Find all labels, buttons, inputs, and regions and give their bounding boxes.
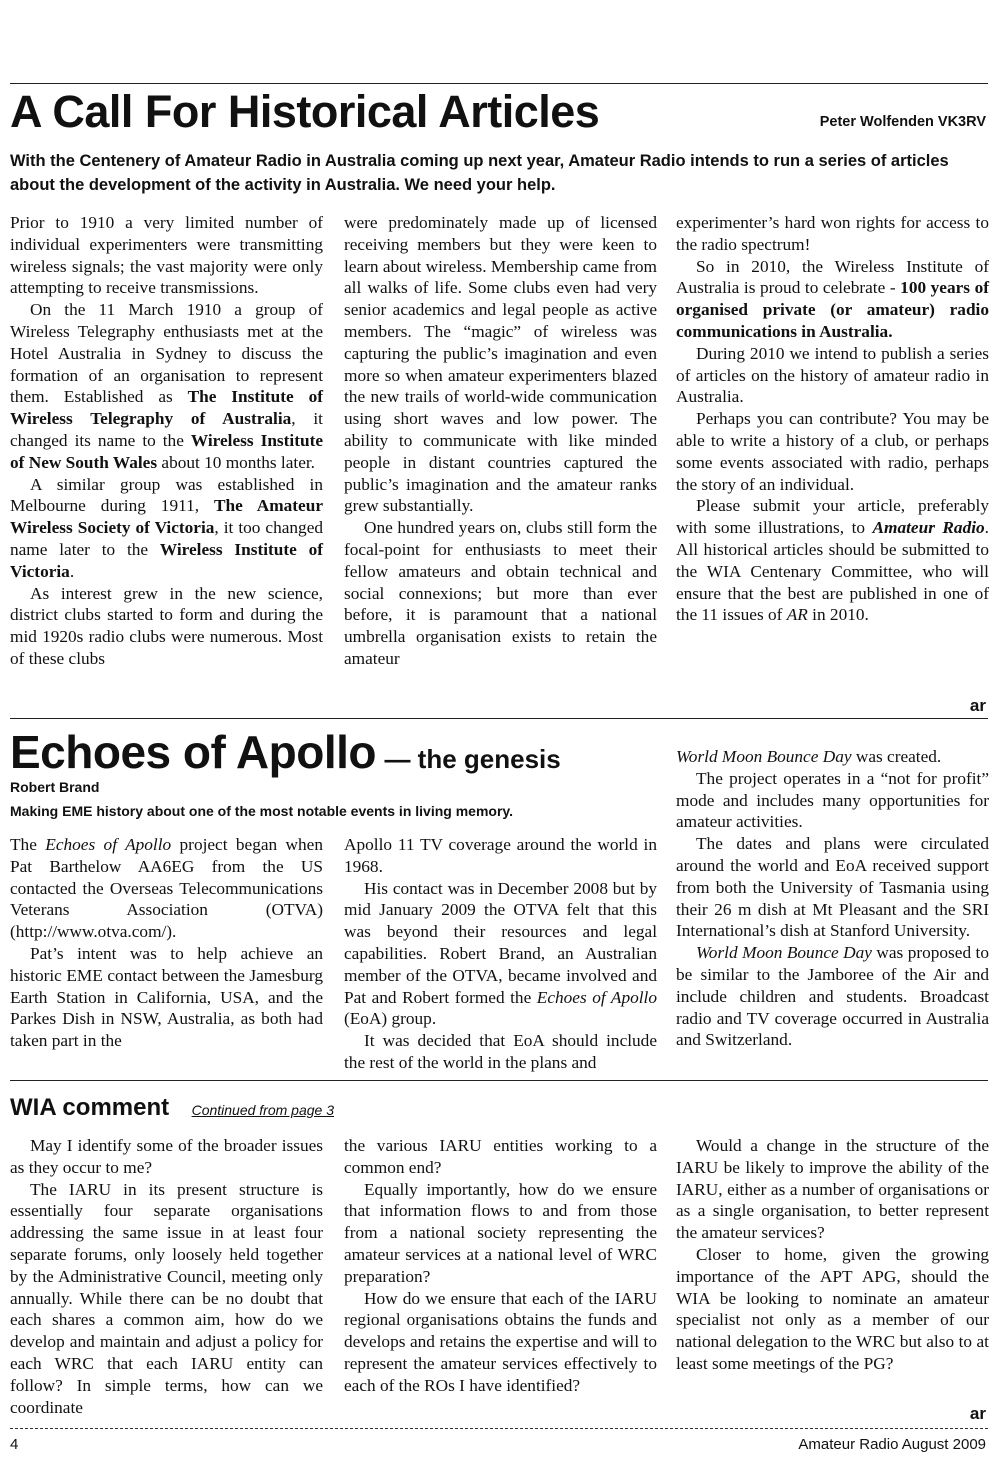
paragraph: Please submit your article, preferably with some illustrations, to Amateur Radio. All historical articles should be submitted to the WIA Centenary Committee, who will ensure that the best are published in one of the 11 issues of AR in 2010. — [676, 496, 989, 625]
paragraph: It was decided that EoA should include the rest of the world in the plans and — [344, 1031, 657, 1072]
footer-rule — [10, 1428, 988, 1429]
article1-body — [0, 212, 1000, 717]
article3-body — [0, 1135, 1000, 1425]
paragraph: World Moon Bounce Day was created. — [676, 747, 942, 766]
article2-body-left — [0, 834, 670, 1074]
article2-author: Robert Brand — [10, 779, 100, 795]
article3-column-3 — [676, 1135, 989, 1375]
article3-title: WIA comment — [10, 1094, 170, 1121]
article2-title-block — [10, 727, 670, 777]
article1-column-3 — [676, 212, 989, 626]
paragraph: Prior to 1910 a very limited number of individual experimenters were transmitting wireless signals; the vast majority were only attempting to receive transmissions. — [10, 213, 323, 298]
article3-end-mark: ar — [969, 1404, 986, 1423]
article3-column-1 — [10, 1135, 323, 1418]
paragraph: World Moon Bounce Day was proposed to be similar to the Jamboree of the Air and include children and students. Broadcast radio and TV coverage occurred in Australia and Switzerland. — [676, 943, 989, 1050]
article2-bottom-rule — [10, 1080, 988, 1081]
paragraph: Apollo 11 TV coverage around the world in 1968. — [344, 835, 657, 876]
paragraph: May I identify some of the broader issues as they occur to me? — [10, 1136, 323, 1177]
paragraph: Equally importantly, how do we ensure that information flows to and from those from a national society representing the amateur services at a national level of WRC preparation? — [344, 1179, 657, 1286]
paragraph: Perhaps you can contribute? You may be able to write a history of a club, or perhaps some events associated with radio, perhaps the story of an individual. — [676, 409, 989, 494]
article2-title: Echoes of Apollo — [10, 726, 376, 778]
paragraph: the various IARU entities working to a common end? — [344, 1136, 657, 1177]
paragraph: How do we ensure that each of the IARU regional organisations obtains the funds and develops and retains the expertise and will to represent the amateur services effectively to each of the ROs I have identified? — [344, 1288, 657, 1395]
paragraph: The dates and plans were circulated around the world and EoA received support from both the University of Tasmania using their 26 m dish at Mt Pleasant and the SRI International’s dish at Stanford University. — [676, 834, 989, 941]
paragraph: The IARU in its present structure is essentially four separate organisations addressing the same issue in at least four separate forums, only loosely held together by the Administrative Council, meeting only annually. While there can be no doubt that each shares a common aim, how do we develop and maintain and adjust a policy for each WRC that each IARU entity can follow? In simple terms, how can we coordinate — [10, 1179, 323, 1417]
article1-standfirst: With the Centenery of Amateur Radio in Australia coming up next year, Amateur Radio intends to run a series of articles about the development of the activity in Australia. We need your help. — [10, 152, 949, 194]
paragraph: were predominately made up of licensed receiving members but they were keen to learn about wireless. Membership came from all walks of life. Some clubs even had very senior academics and legal people as active members. The “magic” of wireless was capturing the public’s imagination and even more so when amateur experimenters blazed the new trails of world-wide communication using short waves and low power. The ability to communicate with like minded people in distant countries captured the public’s imagination and the amateur ranks grew substantially. — [344, 213, 657, 516]
article1-column-1 — [10, 212, 323, 670]
article2-subtitle: — the genesis — [384, 744, 561, 774]
paragraph: During 2010 we intend to publish a series of articles on the history of amateur radio in Australia. — [676, 343, 989, 407]
article2-standfirst: Making EME history about one of the most notable events in living memory. — [10, 803, 514, 819]
paragraph: The project operates in a “not for profit” mode and includes many opportunities for amateur activities. — [676, 768, 989, 832]
paragraph: The Echoes of Apollo project began when Pat Barthelow AA6EG from the US contacted the Overseas Telecommunications Veterans Association (OTVA) (http://www.otva.com/). — [10, 835, 323, 942]
paragraph: Would a change in the structure of the IARU be likely to improve the ability of the IARU, either as a number of organisations or as a single organisation, to better represent the amateur services? — [676, 1136, 989, 1243]
article1-author: Peter Wolfenden VK3RV — [819, 114, 986, 130]
article1-bottom-rule — [10, 718, 988, 719]
article3-header — [10, 1094, 334, 1126]
article2-column-1 — [10, 834, 323, 1052]
paragraph: As interest grew in the new science, district clubs started to form and during the mid 1920s radio clubs were numerous. Most of these clubs — [10, 583, 323, 668]
paragraph: Closer to home, given the growing importance of the APT APG, should the WIA be looking to nominate an amateur specialist not only as a member of our national delegation to the WRC but also to at least some meetings of the PG? — [676, 1244, 989, 1373]
article2-column-2 — [344, 834, 657, 1074]
paragraph: Pat’s intent was to help achieve an historic EME contact between the Jamesburg Earth Station in California, USA, and the Parkes Dish in NSW, Australia, as both had taken part in the — [10, 943, 323, 1051]
article1-column-2 — [344, 212, 657, 670]
article2-column-3 — [676, 746, 989, 1051]
article3-column-2 — [344, 1135, 657, 1397]
paragraph: experimenter’s hard won rights for access to the radio spectrum! — [676, 213, 989, 254]
publication-footer: Amateur Radio August 2009 — [798, 1436, 986, 1453]
paragraph: A similar group was established in Melbourne during 1911, The Amateur Wireless Society of Victoria, it too changed name later to the Wireless Institute of Victoria. — [10, 474, 324, 581]
page-number: 4 — [10, 1436, 19, 1453]
paragraph: One hundred years on, clubs still form the focal-point for enthusiasts to meet their fellow amateurs and obtain technical and social connexions; but more than ever before, it is paramount that a national umbrella organisation exists to retain the amateur — [344, 518, 657, 668]
article2-body-right — [676, 746, 989, 1076]
paragraph: So in 2010, the Wireless Institute of Australia is proud to celebrate - 100 years of organised private (or amateur) radio communications in Australia. — [676, 256, 989, 341]
paragraph: On the 11 March 1910 a group of Wireless Telegraphy enthusiasts met at the Hotel Australia in Sydney to discuss the formation of an organisation to represent them. Established as The Institute of Wireless Telegraphy of Australia, it changed its name to the Wireless Institute of New South Wales about 10 months later. — [10, 300, 324, 472]
top-rule — [10, 83, 988, 84]
paragraph: His contact was in December 2008 but by mid January 2009 the OTVA felt that this was beyond their resources and legal capabilities. Robert Brand, an Australian member of the OTVA, became involved and Pat and Robert formed the Echoes of Apollo (EoA) group. — [344, 878, 657, 1029]
article1-end-mark: ar — [969, 696, 986, 715]
continued-from-link[interactable]: Continued from page 3 — [191, 1102, 335, 1118]
article1-title: A Call For Historical Articles — [10, 86, 600, 137]
